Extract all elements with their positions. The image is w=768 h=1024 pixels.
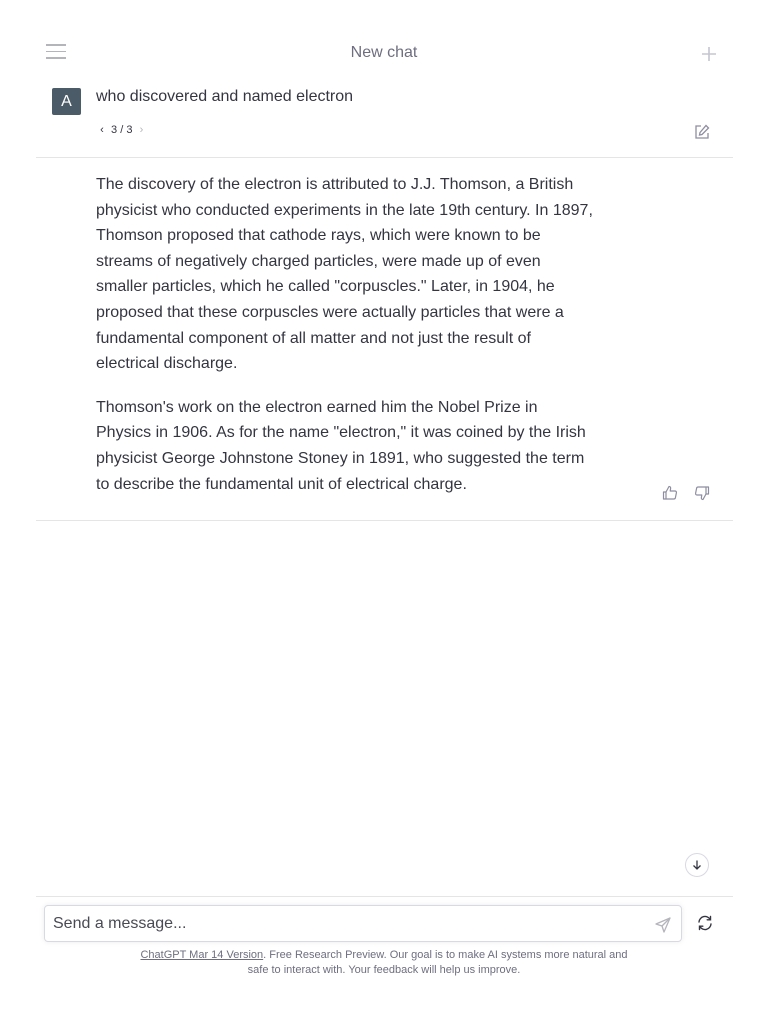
thumbs-up-icon[interactable] bbox=[661, 484, 679, 502]
footer-disclaimer bbox=[134, 948, 634, 978]
plus-icon[interactable] bbox=[699, 44, 719, 64]
message-composer bbox=[44, 905, 682, 942]
response-pager bbox=[96, 124, 147, 136]
user-message-text: who discovered and named electron bbox=[96, 88, 354, 105]
footer-text: . Free Research Preview. Our goal is to make AI systems more natural and safe to interact with. Your feedback will help us improve. bbox=[247, 949, 628, 976]
chevron-right-icon[interactable]: › bbox=[139, 124, 144, 136]
page-title: New chat bbox=[350, 44, 418, 61]
answer-paragraph: Thomson's work on the electron earned him the Nobel Prize in Physics in 1906. As for the name "electron," it was coined by the Irish physicist George Johnstone Stoney in 1891, who suggested the term to describe the fundamental unit of electrical charge. bbox=[96, 398, 586, 493]
chevron-left-icon[interactable]: ‹ bbox=[100, 124, 104, 136]
top-bar bbox=[0, 0, 768, 80]
send-icon[interactable] bbox=[654, 916, 672, 934]
thumbs-down-icon[interactable] bbox=[693, 484, 711, 502]
user-message-row bbox=[36, 80, 733, 158]
pager-total: 3 bbox=[126, 124, 133, 136]
pager-count bbox=[108, 124, 135, 136]
answer-paragraph: The discovery of the electron is attributed to J.J. Thomson, a British physicist who conducted experiments in the late 19th century. In 1897, Thomson proposed that cathode rays, which were known to be streams of negatively charged particles, were made up of even smaller particles, which he called "corpuscles." Later, in 1904, he proposed that these corpuscles were actually particles that were a fundamental component of all matter and not just the result of electrical discharge. bbox=[96, 176, 593, 373]
refresh-icon[interactable] bbox=[696, 914, 714, 932]
assistant-message-row bbox=[36, 158, 733, 521]
message-input[interactable] bbox=[53, 912, 643, 936]
assistant-message bbox=[96, 172, 596, 515]
divider bbox=[36, 896, 733, 897]
edit-icon[interactable] bbox=[693, 123, 711, 141]
avatar: A bbox=[52, 88, 81, 115]
pager-current: 3 bbox=[111, 124, 118, 136]
pager-separator: / bbox=[120, 124, 124, 136]
version-link[interactable]: ChatGPT Mar 14 Version bbox=[140, 949, 264, 961]
arrow-down-icon[interactable] bbox=[685, 853, 709, 877]
